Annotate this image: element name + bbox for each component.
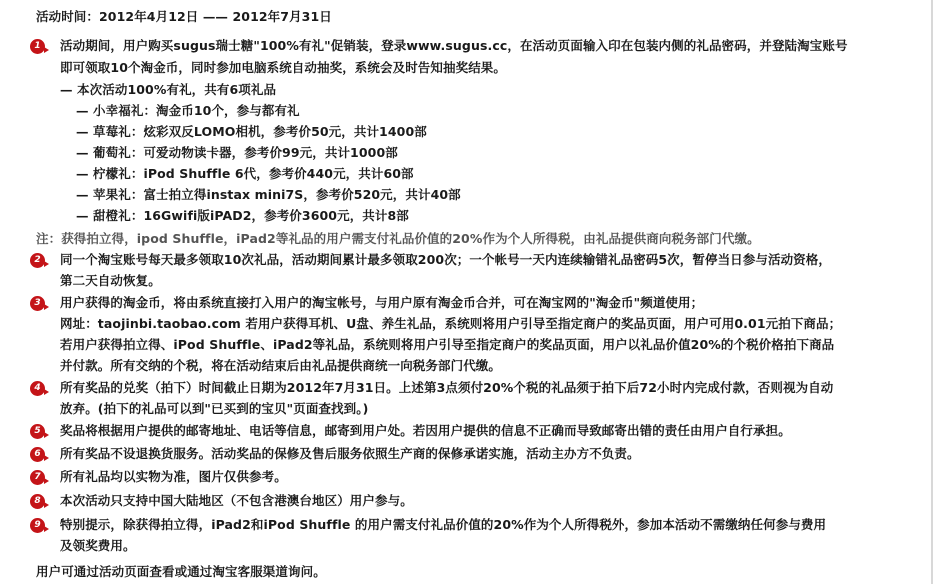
item-2-line-2: 第二天自动恢复。 — [60, 273, 161, 288]
item-number-9: 9 — [30, 518, 45, 533]
item-3-line-4: 并付款。所有交纳的个税，将在活动结束后由礼品提供商统一向税务部门代缴。 — [60, 358, 502, 373]
item-8-line-1: 本次活动只支持中国大陆地区（不包含港澳台地区）用户参与。 — [60, 493, 413, 508]
item-9-line-2: 及领奖费用。 — [60, 538, 136, 553]
footer-text: 用户可通过活动页面查看或通过淘宝客服渠道询问。 — [36, 564, 326, 579]
item-2-line-1: 同一个淘宝账号每天最多领取10次礼品，活动期间累计最多领取200次；一个帐号一天内连续输错礼品密码5次，暂停当日参与活动资格， — [60, 252, 831, 267]
tax-note: 注：获得拍立得，ipod Shuffle，iPad2等礼品的用户需支付礼品价值的20%作为个人所得税，由礼品提供商向税务部门代缴。 — [36, 231, 760, 246]
prize-header: — 本次活动100%有礼，共有6项礼品 — [60, 82, 277, 97]
item-9-line-1: 特别提示，除获得拍立得，iPad2和iPod Shuffle 的用户需支付礼品价值的20%作为个人所得税外，参加本活动不需缴纳任何参与费用 — [60, 517, 827, 532]
item-1-line-2: 即可领取10个淘金币，同时参加电脑系统自动抽奖，系统会及时告知抽奖结果。 — [60, 60, 506, 75]
item-3-line-2: 网址：taojinbi.taobao.com 若用户获得耳机、U盘、养生礼品，系统则将用户引导至指定商户的奖品页面，用户可用0.01元拍下商品； — [60, 316, 842, 331]
item-number-3: 3 — [30, 296, 45, 311]
item-number-8: 8 — [30, 494, 45, 509]
item-3-line-3: 若用户获得拍立得、iPod Shuffle、iPad2等礼品，系统则将用户引导至指定商户的奖品页面，用户以礼品价值20%的个税价格拍下商品 — [60, 337, 835, 352]
item-6-line-1: 所有奖品不设退换货服务。活动奖品的保修及售后服务依照生产商的保修承诺实施，活动主办方不负责。 — [60, 446, 640, 461]
prize-item: — 苹果礼：富士拍立得instax mini7S，参考价520元，共计40部 — [76, 187, 461, 202]
activity-date: 活动时间：2012年4月12日 —— 2012年7月31日 — [36, 9, 332, 24]
item-1-line-1: 活动期间，用户购买sugus瑞士糖"100%有礼"促销装，登录www.sugus.cc，在活动页面输入印在包装内侧的礼品密码，并登陆淘宝账号 — [60, 38, 848, 53]
item-number-6: 6 — [30, 447, 45, 462]
item-number-2: 2 — [30, 253, 45, 268]
item-number-4: 4 — [30, 381, 45, 396]
prize-item: — 小幸福礼：淘金币10个，参与都有礼 — [76, 103, 300, 118]
item-4-line-2: 放弃。(拍下的礼品可以到"已买到的宝贝"页面查找到。) — [60, 401, 369, 416]
prize-item: — 草莓礼：炫彩双反LOMO相机，参考价50元，共计1400部 — [76, 124, 427, 139]
item-number-5: 5 — [30, 424, 45, 439]
prize-item: — 甜橙礼：16Gwifi版iPAD2，参考价3600元，共计8部 — [76, 208, 409, 223]
item-5-line-1: 奖品将根据用户提供的邮寄地址、电话等信息，邮寄到用户处。若因用户提供的信息不正确而导致邮寄出错的责任由用户自行承担。 — [60, 423, 791, 438]
item-3-line-1: 用户获得的淘金币，将由系统直接打入用户的淘宝帐号，与用户原有淘金币合并，可在淘宝网的"淘金币"频道使用； — [60, 295, 704, 310]
prize-item: — 柠檬礼：iPod Shuffle 6代，参考价440元，共计60部 — [76, 166, 414, 181]
item-number-1: 1 — [30, 39, 45, 54]
item-number-7: 7 — [30, 470, 45, 485]
prize-item: — 葡萄礼：可爱动物读卡器，参考价99元，共计1000部 — [76, 145, 398, 160]
item-7-line-1: 所有礼品均以实物为准，图片仅供参考。 — [60, 469, 287, 484]
item-4-line-1: 所有奖品的兑奖（拍下）时间截止日期为2012年7月31日。上述第3点须付20%个税的礼品须于拍下后72小时内完成付款，否则视为自动 — [60, 380, 834, 395]
